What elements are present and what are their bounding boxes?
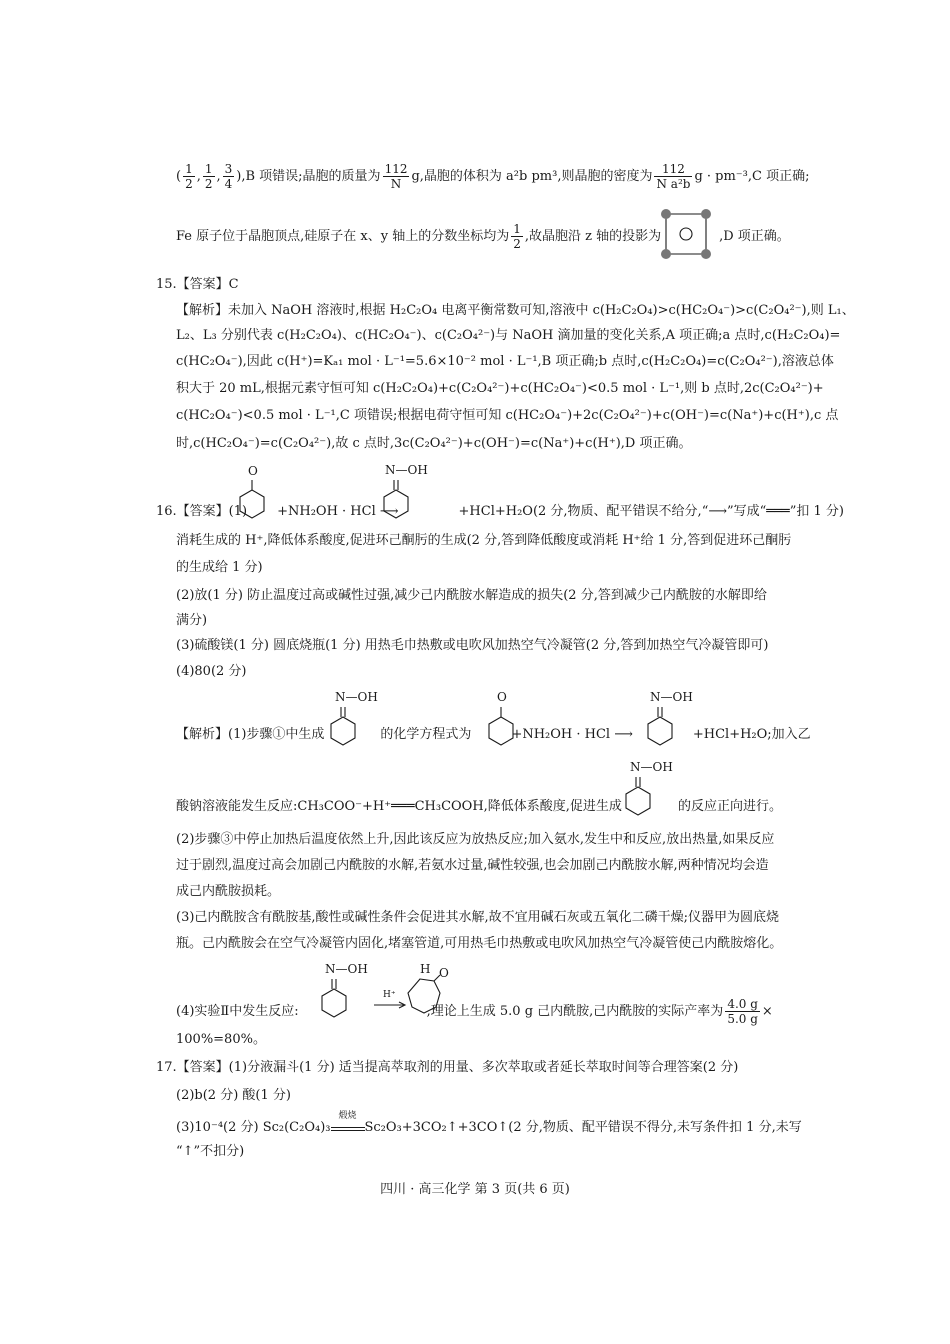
q16-line: (2)放(1 分) 防止温度过高或碱性过强,减少己内酰胺水解造成的损失(2 分,答到减少己内酰胺的水解即给	[176, 588, 767, 603]
cyclohexanone-oxime-structure	[318, 977, 350, 1023]
lactam-nh-label: H	[420, 962, 431, 976]
oxime-label: N—OH	[335, 690, 378, 704]
fraction: $\frac{1}{2}$	[185, 162, 193, 191]
analysis-line: 【解析】(1)步骤①中生成 的化学方程式为 +NH₂OH · HCl ⟶ +HCl+H₂O;加入乙	[176, 727, 811, 742]
page-footer: 四川 · 高三化学 第 3 页(共 6 页)	[380, 1182, 570, 1197]
lactam-o-label: O	[439, 966, 449, 980]
fraction: $\frac{112}{N}$	[384, 162, 408, 191]
caprolactam-structure	[404, 975, 446, 1025]
analysis-line: 酸钠溶液能发生反应:CH₃COO⁻+H⁺═══CH₃COOH,降低体系酸度,促进生成 的反应正向进行。	[176, 799, 782, 814]
q15-line: 积大于 20 mL,根据元素守恒可知 c(H₂C₂O₄)+c(C₂O₄²⁻)+c(HC₂O₄⁻)<0.5 mol · L⁻¹,则 b 点时,2c(C₂O₄²⁻)+	[176, 381, 824, 396]
q17-answer: 17.【答案】(1)分液漏斗(1 分) 适当提高萃取剂的用量、多次萃取或者延长萃取时间等合理答案(2 分)	[156, 1060, 739, 1075]
analysis-line: (2)步骤③中停止加热后温度依然上升,因此该反应为放热反应;加入氨水,发生中和反应,放出热量,如果反应	[176, 832, 775, 847]
q15-line: 时,c(HC₂O₄⁻)=c(C₂O₄²⁻),故 c 点时,3c(C₂O₄²⁻)+c(OH⁻)=c(Na⁺)+c(H⁺),D 项正确。	[176, 436, 692, 451]
cyclohexanone-oxime-structure	[327, 705, 359, 751]
oxime-label: N—OH	[325, 962, 368, 976]
q16-line: 的生成给 1 分)	[176, 560, 263, 575]
oxime-label: N—OH	[650, 690, 693, 704]
cyclohexanone-structure	[236, 478, 268, 524]
cyclohexanone-oxime-structure	[644, 705, 676, 751]
line-1: ( $\frac{1}{2}$ , $\frac{1}{2}$ , $\frac{3}{4}$ ),B 项错误;晶胞的质量为 $\frac{112}{N}$ g,晶胞的体积为 a²b pm³,则晶胞的密度为 $\frac{112}{\text{N a²b}}$ g · pm⁻³,C 项正确;	[176, 162, 810, 191]
q15-line: L₂、L₃ 分别代表 c(H₂C₂O₄)、c(HC₂O₄⁻)、c(C₂O₄²⁻)与 NaOH 滴加量的变化关系,A 项正确;a 点时,c(H₂C₂O₄)=	[176, 328, 841, 343]
catalyst-label: H⁺	[383, 990, 396, 1000]
q16-answer: 16.【答案】(1) +NH₂OH · HCl ⟶ +HCl+H₂O(2 分,物质、配平错误不给分,“⟶”写成“═══”扣 1 分)	[156, 504, 844, 519]
cyclohexanone-oxime-structure	[380, 478, 412, 524]
q16-line: 消耗生成的 H⁺,降低体系酸度,促进环己酮肟的生成(2 分,答到降低酸度或消耗 H⁺给 1 分,答到促进环己酮肟	[176, 533, 792, 548]
analysis-line: (3)己内酰胺含有酰胺基,酸性或碱性条件会促进其水解,故不宜用碱石灰或五氧化二磷干燥;仪器甲为圆底烧	[176, 910, 780, 925]
q17-line: (2)b(2 分) 酸(1 分)	[176, 1088, 291, 1103]
reaction-arrow	[374, 1000, 408, 1010]
fraction: $\frac{1}{2}$	[513, 222, 521, 251]
q15-line: c(HC₂O₄⁻)<0.5 mol · L⁻¹,C 项错误;根据电荷守恒可知 c(HC₂O₄⁻)+2c(C₂O₄²⁻)+c(OH⁻)=c(Na⁺)+c(H⁺),c 点	[176, 408, 839, 423]
analysis-line: 成己内酰胺损耗。	[176, 884, 281, 899]
q16-line: (4)80(2 分)	[176, 664, 247, 679]
q16-line: 满分)	[176, 613, 208, 628]
carbonyl-o-label: O	[497, 690, 507, 704]
oxime-label: N—OH	[630, 760, 673, 774]
q16-line: (3)硫酸镁(1 分) 圆底烧瓶(1 分) 用热毛巾热敷或电吹风加热空气冷凝管(2 分,答到加热空气冷凝管即可)	[176, 638, 769, 653]
cyclohexanone-structure	[485, 705, 517, 751]
cyclohexanone-oxime-structure	[622, 775, 654, 821]
q15-line: c(HC₂O₄⁻),因此 c(H⁺)=Kₐ₁ mol · L⁻¹=5.6×10⁻² mol · L⁻¹,B 项正确;b 点时,c(H₂C₂O₄)=c(C₂O₄²⁻),溶液总体	[176, 354, 834, 369]
projection-diagram	[660, 208, 712, 260]
analysis-line: 100%=80%。	[176, 1032, 266, 1047]
line-2: Fe 原子位于晶胞顶点,硅原子在 x、y 轴上的分数坐标均为 $\frac{1}{2}$ ,故晶胞沿 z 轴的投影为 ,D 项正确。	[176, 222, 790, 251]
fraction: $\frac{112}{\text{N a²b}}$	[656, 162, 691, 191]
condition-label: 煅烧	[338, 1110, 357, 1121]
oxime-label: N—OH	[385, 463, 428, 477]
analysis-line: 瓶。己内酰胺会在空气冷凝管内固化,堵塞管道,可用热毛巾热敷或电吹风加热空气冷凝管使己内酰胺熔化。	[176, 936, 783, 951]
q17-line: “↑”不扣分)	[176, 1144, 245, 1159]
q15-line: 【解析】未加入 NaOH 溶液时,根据 H₂C₂O₄ 电离平衡常数可知,溶液中 c(H₂C₂O₄)>c(HC₂O₄⁻)>c(C₂O₄²⁻),则 L₁、	[176, 303, 855, 318]
analysis-line: 过于剧烈,温度过高会加剧己内酰胺的水解,若氨水过量,碱性较强,也会加剧己内酰胺水解,两种情况均会造	[176, 858, 769, 873]
fraction: $\frac{4.0 g}{5.0 g}$	[727, 997, 758, 1026]
fraction: $\frac{1}{2}$	[204, 162, 213, 191]
analysis-line: (4)实验Ⅱ中发生反应: ,理论上生成 5.0 g 己内酰胺,己内酰胺的实际产率为 $\frac{4.0 g}{5.0 g}$ ×	[176, 997, 773, 1026]
fraction: $\frac{3}{4}$	[224, 162, 233, 191]
q17-line: (3)10⁻⁴(2 分) Sc₂(C₂O₄)₃ 煅烧 Sc₂O₃+3CO₂↑+3CO↑(2 分,物质、配平错误不得分,未写条件扣 1 分,未写	[176, 1110, 802, 1135]
q15-answer: 15.【答案】C	[156, 277, 239, 292]
carbonyl-o-label: O	[248, 464, 258, 478]
